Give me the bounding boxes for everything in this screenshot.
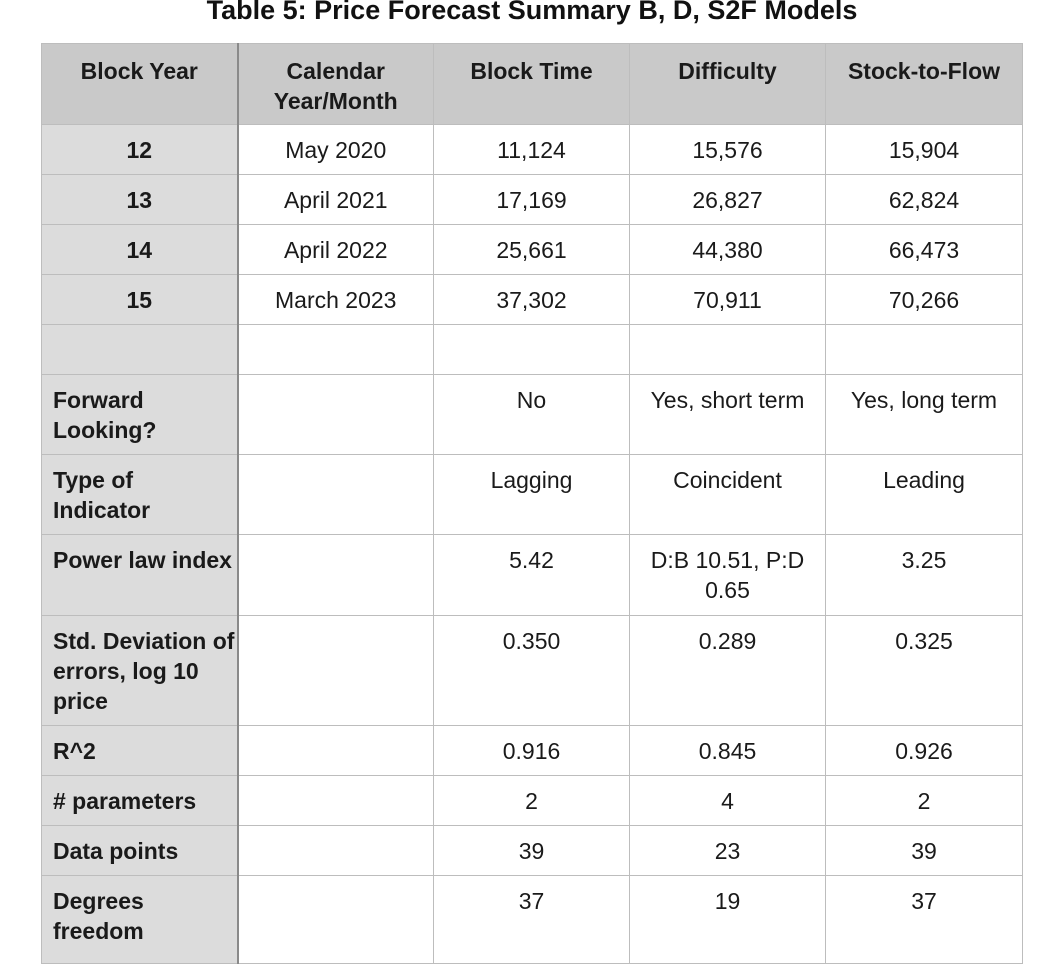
- calendar-cell: April 2021: [238, 175, 434, 225]
- s2f-cell: 15,904: [826, 125, 1023, 175]
- difficulty-cell: 0.289: [630, 616, 826, 726]
- difficulty-cell: Coincident: [630, 455, 826, 535]
- table-row: [42, 455, 1023, 535]
- block-year-cell: 13: [42, 175, 238, 225]
- difficulty-cell: 4: [630, 776, 826, 826]
- header-difficulty: Difficulty: [630, 44, 826, 125]
- s2f-cell: 66,473: [826, 225, 1023, 275]
- block-year-cell: 12: [42, 125, 238, 175]
- block-time-cell: Lagging: [434, 455, 630, 535]
- difficulty-cell: 70,911: [630, 275, 826, 325]
- table-row: [42, 616, 1023, 726]
- empty-cell: [238, 876, 434, 964]
- block-time-cell: 25,661: [434, 225, 630, 275]
- empty-cell: [238, 535, 434, 616]
- header-stock-to-flow: Stock-to-Flow: [826, 44, 1023, 125]
- header-block-time: Block Time: [434, 44, 630, 125]
- price-forecast-table: [41, 43, 1023, 964]
- header-calendar: Calendar Year/Month: [238, 44, 434, 125]
- table-row: [42, 125, 1023, 175]
- table-row: [42, 275, 1023, 325]
- difficulty-cell: 19: [630, 876, 826, 964]
- empty-cell: [238, 726, 434, 776]
- table-row: [42, 726, 1023, 776]
- table-row: [42, 876, 1023, 964]
- block-time-cell: 39: [434, 826, 630, 876]
- block-time-cell: 0.916: [434, 726, 630, 776]
- empty-cell: [238, 375, 434, 455]
- block-year-cell: 15: [42, 275, 238, 325]
- row-label: # parameters: [42, 776, 238, 826]
- difficulty-cell: D:B 10.51, P:D 0.65: [630, 535, 826, 616]
- empty-cell: [238, 616, 434, 726]
- s2f-cell: 0.926: [826, 726, 1023, 776]
- table-row: [42, 535, 1023, 616]
- empty-cell: [630, 325, 826, 375]
- empty-cell: [826, 325, 1023, 375]
- table-title: Table 5: Price Forecast Summary B, D, S2F Models: [206, 0, 858, 25]
- header-block-year: Block Year: [42, 44, 238, 125]
- empty-cell: [238, 455, 434, 535]
- s2f-cell: 39: [826, 826, 1023, 876]
- table-row: [42, 225, 1023, 275]
- row-label: Type of Indicator: [42, 455, 238, 535]
- header-row: [42, 44, 1023, 125]
- s2f-cell: 62,824: [826, 175, 1023, 225]
- block-time-cell: 0.350: [434, 616, 630, 726]
- s2f-cell: 37: [826, 876, 1023, 964]
- empty-row: [42, 325, 1023, 375]
- s2f-cell: Leading: [826, 455, 1023, 535]
- empty-cell: [434, 325, 630, 375]
- block-year-cell: 14: [42, 225, 238, 275]
- row-label: Forward Looking?: [42, 375, 238, 455]
- calendar-cell: May 2020: [238, 125, 434, 175]
- s2f-cell: 0.325: [826, 616, 1023, 726]
- difficulty-cell: 23: [630, 826, 826, 876]
- table-row: [42, 826, 1023, 876]
- empty-cell: [238, 776, 434, 826]
- row-label: Std. Deviation of errors, log 10 price: [42, 616, 238, 726]
- empty-cell: [42, 325, 238, 375]
- difficulty-cell: 26,827: [630, 175, 826, 225]
- row-label: Data points: [42, 826, 238, 876]
- block-time-cell: 17,169: [434, 175, 630, 225]
- s2f-cell: Yes, long term: [826, 375, 1023, 455]
- calendar-cell: April 2022: [238, 225, 434, 275]
- difficulty-cell: 44,380: [630, 225, 826, 275]
- table-row: [42, 776, 1023, 826]
- row-label: Degrees freedom: [42, 876, 238, 964]
- block-time-cell: No: [434, 375, 630, 455]
- difficulty-cell: Yes, short term: [630, 375, 826, 455]
- row-label: R^2: [42, 726, 238, 776]
- empty-cell: [238, 325, 434, 375]
- calendar-cell: March 2023: [238, 275, 434, 325]
- block-time-cell: 37: [434, 876, 630, 964]
- block-time-cell: 2: [434, 776, 630, 826]
- s2f-cell: 70,266: [826, 275, 1023, 325]
- table-row: [42, 375, 1023, 455]
- s2f-cell: 2: [826, 776, 1023, 826]
- difficulty-cell: 15,576: [630, 125, 826, 175]
- table-row: [42, 175, 1023, 225]
- block-time-cell: 37,302: [434, 275, 630, 325]
- row-label: Power law index: [42, 535, 238, 616]
- block-time-cell: 5.42: [434, 535, 630, 616]
- block-time-cell: 11,124: [434, 125, 630, 175]
- difficulty-cell: 0.845: [630, 726, 826, 776]
- s2f-cell: 3.25: [826, 535, 1023, 616]
- empty-cell: [238, 826, 434, 876]
